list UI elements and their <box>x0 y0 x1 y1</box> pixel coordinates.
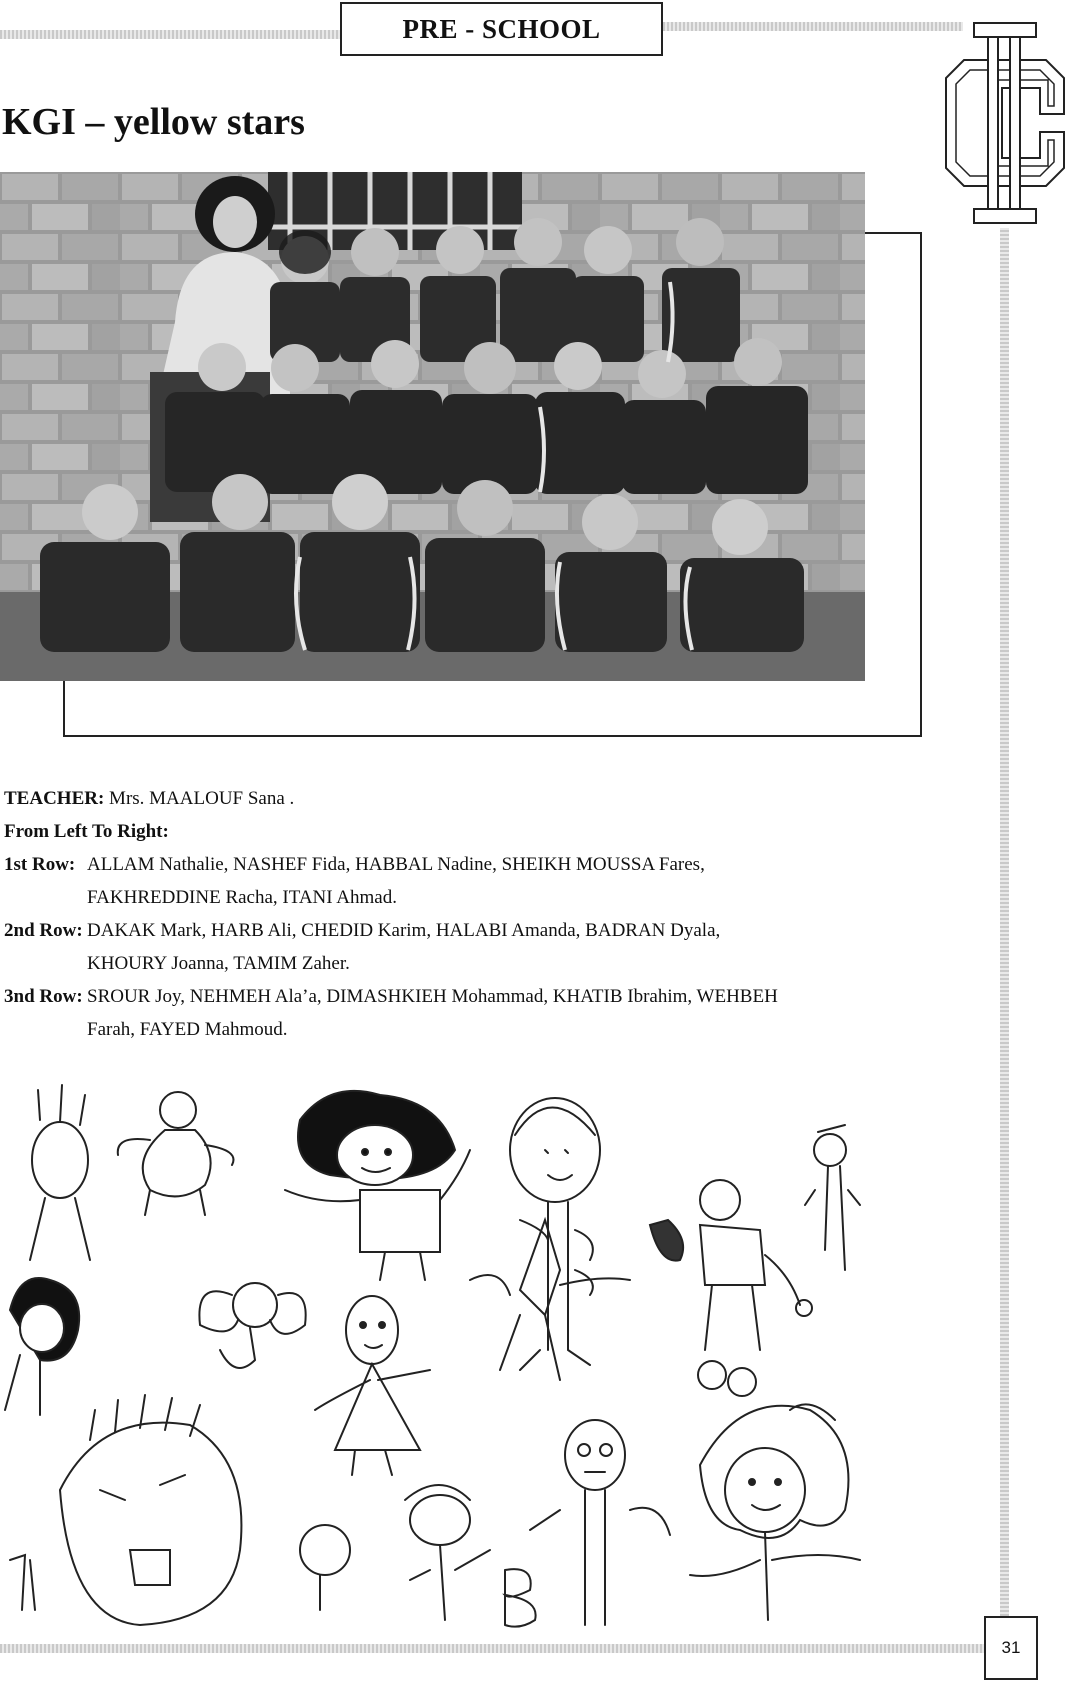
drawing-figure <box>470 1220 630 1380</box>
right-rule <box>1000 228 1009 1616</box>
children-drawings <box>0 1080 1000 1640</box>
page-title: KGI – yellow stars <box>2 101 305 143</box>
drawing-figure <box>650 1180 812 1396</box>
drawing-figure <box>60 1395 241 1625</box>
row-names-line: DAKAK Mark, HARB Ali, CHEDID Karim, HALABI Amanda, BADRAN Dyala, <box>87 920 721 941</box>
direction-label: From Left To Right: <box>4 821 169 842</box>
drawing-figure <box>199 1283 305 1368</box>
drawing-figure <box>10 1404 835 1626</box>
teacher-line <box>4 782 909 815</box>
drawing-figure <box>530 1420 670 1625</box>
drawing-figure <box>510 1098 600 1370</box>
row-label: 3nd Row: <box>4 986 83 1007</box>
top-rule-right <box>663 22 963 31</box>
drawing-figure <box>5 1278 79 1415</box>
section-label: PRE - SCHOOL <box>340 2 663 56</box>
caption <box>4 782 909 1046</box>
drawing-figure <box>805 1125 860 1270</box>
row-label: 2nd Row: <box>4 920 83 941</box>
teacher-label: TEACHER: <box>4 788 105 809</box>
drawing-figure <box>30 1085 90 1260</box>
page-number: 31 <box>984 1616 1038 1680</box>
row-label: 1st Row: <box>4 854 76 875</box>
drawing-figure <box>300 1525 350 1610</box>
top-rule-left <box>0 30 340 39</box>
row-names-line: ALLAM Nathalie, NASHEF Fida, HABBAL Nadine, SHEIKH MOUSSA Fares, <box>87 854 705 875</box>
row-names-line: Farah, FAYED Mahmoud. <box>87 1019 288 1040</box>
drawing-figure <box>315 1296 430 1475</box>
caption-row-2 <box>4 914 909 980</box>
row-names-line: SROUR Joy, NEHMEH Ala’a, DIMASHKIEH Mohammad, KHATIB Ibrahim, WEHBEH <box>87 986 778 1007</box>
bottom-rule <box>0 1644 984 1653</box>
ic-school-logo-icon <box>944 22 1066 224</box>
drawing-figure <box>690 1406 860 1620</box>
caption-row-3 <box>4 980 909 1046</box>
row-names-line: FAKHREDDINE Racha, ITANI Ahmad. <box>87 887 397 908</box>
class-photo <box>0 172 865 681</box>
teacher-name: Mrs. MAALOUF Sana . <box>109 788 295 809</box>
drawing-figure <box>285 1091 470 1280</box>
row-names-line: KHOURY Joanna, TAMIM Zaher. <box>87 953 350 974</box>
caption-row-1 <box>4 848 909 914</box>
drawing-figure <box>118 1092 234 1215</box>
drawing-figure <box>405 1485 490 1620</box>
